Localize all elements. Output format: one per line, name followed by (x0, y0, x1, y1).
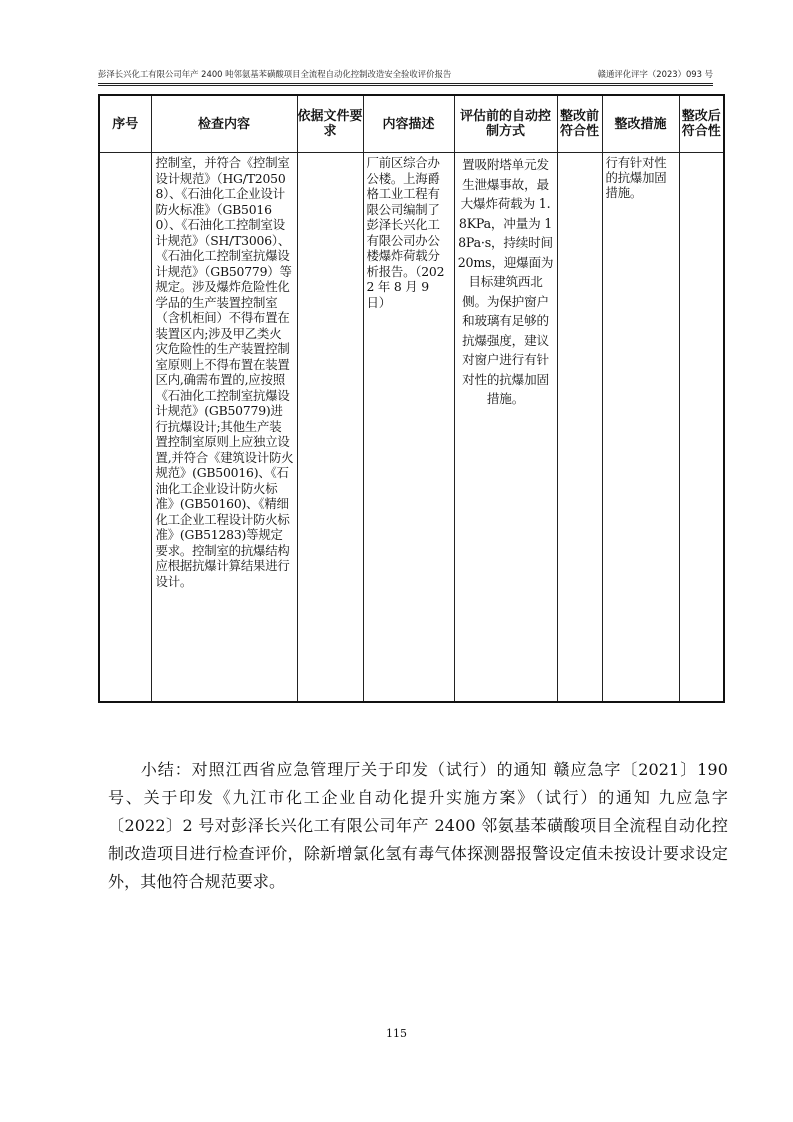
col-header-pre-compliance: 整改前符合性 (557, 95, 602, 153)
summary-text: 小结：对照江西省应急管理厅关于印发（试行）的通知 赣应急字〔2021〕190 号、关于印发《九江市化工企业自动化提升实施方案》（试行）的通知 九应急字〔2022〕2 号对彭泽长兴化工有限公司年产 2400 邻氨基苯磺酸项目全流程自动化控制改造项目进行检查评价，除新增氯化氢有毒气体探测器报警设定值未按设计要求设定外，其他符合规范要求。 (108, 760, 728, 891)
header-title: 彭泽长兴化工有限公司年产 2400 吨邻氨基苯磺酸项目全流程自动化控制改造安全验收评价报告 (98, 69, 452, 79)
cell-no (99, 153, 151, 703)
col-header-post-compliance: 整改后符合性 (679, 95, 724, 153)
col-header-content-desc: 内容描述 (363, 95, 454, 153)
header-rule (98, 83, 713, 86)
table-row (99, 153, 724, 703)
cell-content-desc: 厂前区综合办公楼。上海爵格工业工程有限公司编制了彭泽长兴化工有限公司办公楼爆炸荷载分析报告。（2022 年 8 月 9 日） (363, 153, 454, 703)
inspection-table (98, 94, 725, 703)
col-header-basis: 依据文件要求 (297, 95, 363, 153)
summary-paragraph (108, 756, 728, 896)
col-header-auto-control: 评估前的自动控制方式 (454, 95, 557, 153)
cell-basis (297, 153, 363, 703)
table-header-row (99, 95, 724, 153)
page-number: 115 (386, 1027, 407, 1040)
header-report-number: 赣通评化评字（2023）093 号 (597, 69, 713, 79)
cell-post-compliance (679, 153, 724, 703)
cell-pre-compliance (557, 153, 602, 703)
cell-check-content: 控制室，并符合《控制室设计规范》（HG/T20508）、《石油化工企业设计防火标准》（GB50160）、《石油化工控制室设计规范》（SH/T3006）、《石油化工控制室抗爆设计规范》（GB50779）等规定。涉及爆炸危险性化学品的生产装置控制室（含机柜间）不得布置在装置区内;涉及甲乙类火灾危险性的生产装置控制室原则上不得布置在装置区内,确需布置的,应按照《石油化工控制室抗爆设计规范》(GB50779)进行抗爆设计;其他生产装置控制室原则上应独立设置,并符合《建筑设计防火规范》(GB50016)、《石油化工企业设计防火标准》(GB50160)、《精细化工企业工程设计防火标准》(GB51283)等规定要求。控制室的抗爆结构应根据抗爆计算结果进行设计。 (151, 153, 297, 703)
running-header (98, 68, 713, 80)
col-header-check-content: 检查内容 (151, 95, 297, 153)
cell-auto-control: 置吸附塔单元发生泄爆事故，最大爆炸荷载为 1.8KPa，冲量为 18Pa·s，持续时间 20ms，迎爆面为目标建筑西北侧。为保护窗户和玻璃有足够的抗爆强度，建议对窗户进行有针对性的抗爆加固措施。 (454, 153, 557, 703)
col-header-measures: 整改措施 (602, 95, 679, 153)
cell-measures: 行有针对性的抗爆加固措施。 (602, 153, 679, 703)
col-header-no: 序号 (99, 95, 151, 153)
